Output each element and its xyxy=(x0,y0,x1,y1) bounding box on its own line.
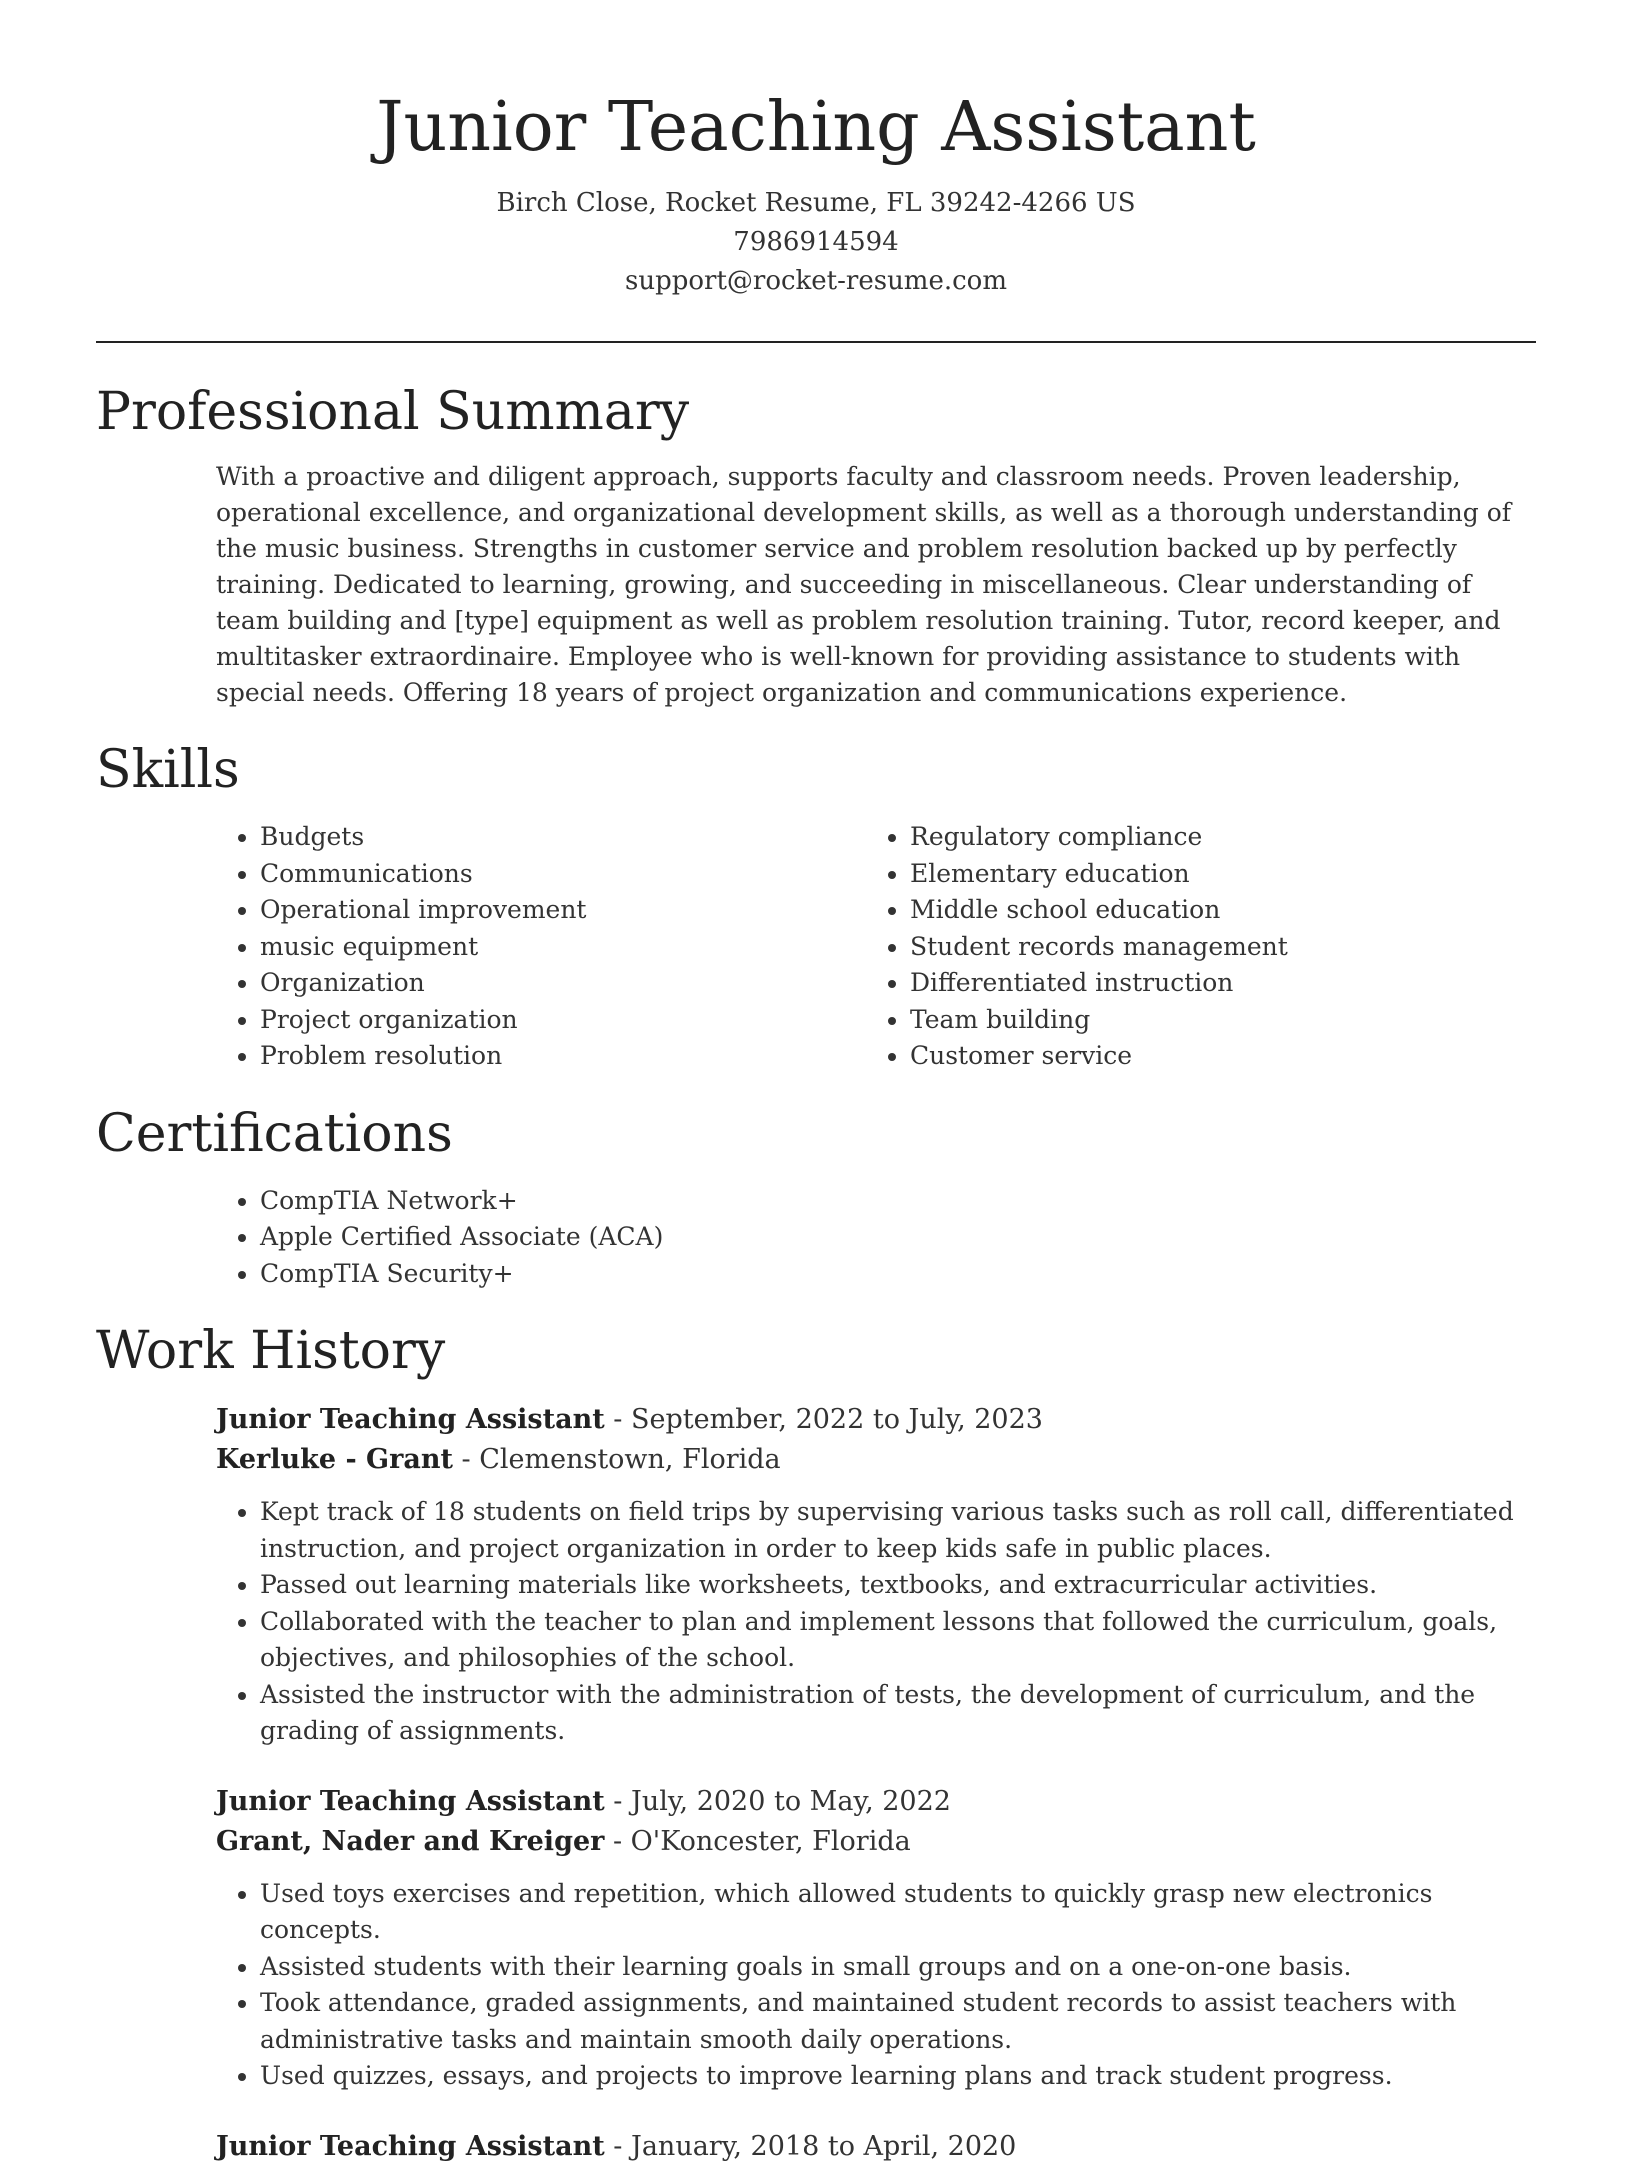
address: Birch Close, Rocket Resume, FL 39242-4266 US xyxy=(496,188,1136,218)
summary-section xyxy=(96,381,1536,711)
skills-grid xyxy=(216,819,1536,1075)
skill-item: • Team building xyxy=(910,1002,1516,1039)
job-company-line xyxy=(216,1440,1536,1480)
job-location: - Clemenstown, Florida xyxy=(452,1444,781,1475)
job-dates: - September, 2022 to July, 2023 xyxy=(604,1404,1043,1435)
job-location: - O'Koncester, Florida xyxy=(604,1825,911,1857)
skill-item: • Operational improvement xyxy=(260,892,866,929)
skill-item: • Communications xyxy=(260,856,866,893)
certification-item: • CompTIA Network+ xyxy=(260,1183,1536,1220)
job-bullet: • Used quizzes, essays, and projects to improve learning plans and track student progress. xyxy=(260,2058,1536,2095)
phone: 7986914594 xyxy=(733,227,899,257)
skill-item: • Customer service xyxy=(910,1038,1516,1075)
job-bullet: • Assisted the instructor with the administration of tests, the development of curriculum, and the grading of assignments. xyxy=(260,1677,1536,1750)
job-bullets xyxy=(216,1494,1536,1750)
resume-header xyxy=(96,0,1536,301)
job-entry xyxy=(216,1782,1536,2095)
job-bullet: • Passed out learning materials like worksheets, textbooks, and extracurricular activities. xyxy=(260,1567,1536,1604)
job-entry xyxy=(216,1400,1536,1750)
job-title-line xyxy=(216,1400,1536,1440)
summary-title: Professional Summary xyxy=(96,382,690,442)
job-company-line xyxy=(216,1822,1536,1862)
skills-title: Skills xyxy=(96,740,240,800)
resume-page xyxy=(96,0,1536,2167)
work-history-title: Work History xyxy=(96,1321,446,1381)
job-title: Junior Teaching Assistant xyxy=(216,1785,605,1817)
job-company: Grant, Nader and Kreiger xyxy=(216,1825,605,1857)
skill-item: • Regulatory compliance xyxy=(910,819,1516,856)
skill-item: • Organization xyxy=(260,965,866,1002)
skills-section xyxy=(96,739,1536,1075)
job-bullet: • Took attendance, graded assignments, and maintained student records to assist teachers with administrative tasks and maintain smooth daily operations. xyxy=(260,1985,1536,2058)
skill-item: • Middle school education xyxy=(910,892,1516,929)
certification-item: • Apple Certified Associate (ACA) xyxy=(260,1219,1536,1256)
summary-text: With a proactive and diligent approach, supports faculty and classroom needs. Proven leadership, operational excellence, and organizational development skills, as well as a thorough understanding of the music business. Strengths in customer service and problem resolution backed up by perfectly training. Dedicated to learning, growing, and succeeding in miscellaneous. Clear understanding of team building and [type] equipment as well as problem resolution training. Tutor, record keeper, and multitasker extraordinaire. Employee who is well-known for providing assistance to students with special needs. Offering 18 years of project organization and communications experience. xyxy=(216,462,1512,707)
job-dates: - July, 2020 to May, 2022 xyxy=(604,1785,951,1817)
job-bullet: • Assisted students with their learning goals in small groups and on a one-on-one basis. xyxy=(260,1949,1536,1986)
skill-item: • Problem resolution xyxy=(260,1038,866,1075)
job-title: Junior Teaching Assistant xyxy=(216,2130,605,2162)
job-dates: - January, 2018 to April, 2020 xyxy=(604,2130,1017,2162)
skills-column-right xyxy=(866,819,1516,1075)
header-divider xyxy=(96,341,1536,343)
job-bullet: • Used toys exercises and repetition, which allowed students to quickly grasp new electronics concepts. xyxy=(260,1876,1536,1949)
job-bullets xyxy=(216,1876,1536,2095)
skills-column-left xyxy=(216,819,866,1075)
work-history-section xyxy=(96,1320,1536,2167)
certifications-section xyxy=(96,1103,1536,1293)
skill-item: • Budgets xyxy=(260,819,866,856)
job-entry xyxy=(216,2127,1536,2167)
skill-item: • Differentiated instruction xyxy=(910,965,1516,1002)
skill-item: • Elementary education xyxy=(910,856,1516,893)
skill-item: • music equipment xyxy=(260,929,866,966)
job-bullet: • Collaborated with the teacher to plan and implement lessons that followed the curriculum, goals, objectives, and philosophies of the school. xyxy=(260,1604,1536,1677)
skill-item: • Project organization xyxy=(260,1002,866,1039)
job-title-line xyxy=(216,1782,1536,1822)
candidate-name: Junior Teaching Assistant xyxy=(376,88,1256,167)
skill-item: • Student records management xyxy=(910,929,1516,966)
job-company: Kerluke - Grant xyxy=(216,1444,453,1475)
certification-item: • CompTIA Security+ xyxy=(260,1256,1536,1293)
job-title: Junior Teaching Assistant xyxy=(216,1404,605,1435)
certifications-title: Certifications xyxy=(96,1103,453,1164)
email: support@rocket-resume.com xyxy=(624,266,1007,296)
job-title-line xyxy=(216,2127,1536,2167)
job-bullet: • Kept track of 18 students on field trips by supervising various tasks such as roll call, differentiated instruction, and project organization in order to keep kids safe in public places. xyxy=(260,1494,1536,1567)
